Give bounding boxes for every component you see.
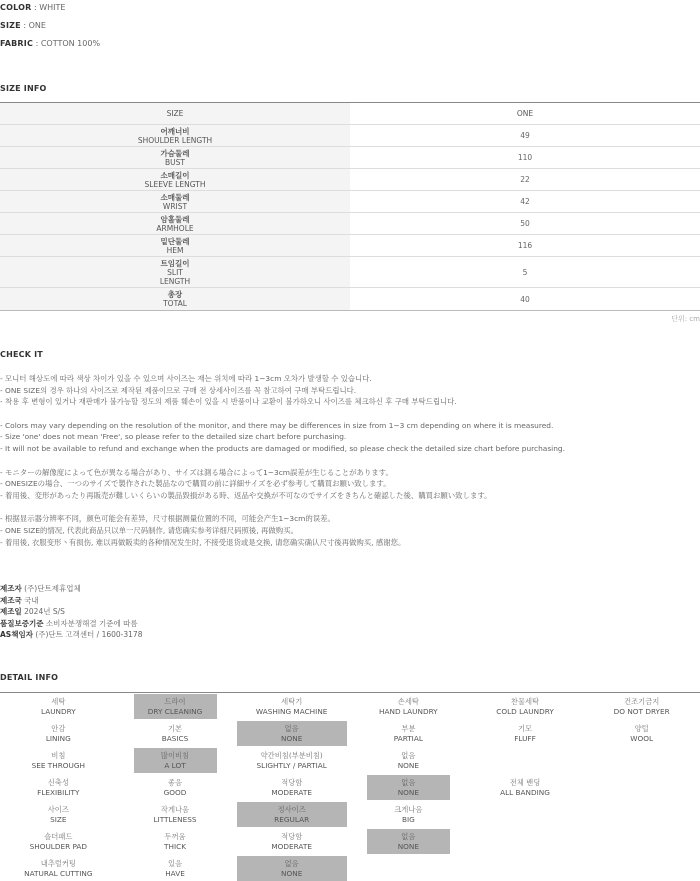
detail-cell bbox=[583, 774, 700, 801]
detail-cell bbox=[0, 774, 117, 801]
detail-en: GOOD bbox=[163, 787, 187, 797]
detail-option-selected bbox=[367, 775, 450, 800]
detail-kr: 양털 bbox=[634, 724, 649, 733]
size-row-value: 50 bbox=[520, 219, 530, 228]
size-info-title: SIZE INFO bbox=[0, 84, 47, 93]
fabric-value: : COTTON 100% bbox=[33, 39, 101, 48]
detail-kr: 손세탁 bbox=[397, 697, 419, 706]
detail-cell bbox=[467, 855, 584, 881]
unit-label: 단위: cm bbox=[671, 315, 700, 323]
detail-cell bbox=[583, 855, 700, 881]
size-row bbox=[0, 125, 700, 147]
size-row-kr: 어깨너비 bbox=[160, 126, 190, 136]
detail-option-selected bbox=[237, 802, 347, 827]
detail-option bbox=[484, 694, 567, 719]
size-row bbox=[0, 169, 700, 191]
maker-label: 제조일 bbox=[0, 607, 22, 616]
detail-option bbox=[237, 829, 347, 854]
size-row-label bbox=[0, 169, 350, 190]
detail-en: PARTIAL bbox=[393, 733, 423, 743]
detail-cell bbox=[0, 801, 117, 828]
detail-cell bbox=[467, 801, 584, 828]
detail-cell bbox=[350, 774, 467, 801]
maker-row bbox=[0, 606, 142, 618]
detail-row bbox=[0, 828, 700, 855]
fabric-label: FABRIC bbox=[0, 39, 34, 48]
maker-row bbox=[0, 618, 142, 630]
detail-en: WOOL bbox=[630, 733, 654, 743]
detail-cell bbox=[233, 720, 350, 747]
size-row-en: SHOULDER LENGTH bbox=[137, 135, 213, 145]
detail-kr: 기본 bbox=[167, 724, 183, 733]
size-row-value: 49 bbox=[520, 131, 530, 140]
maker-label: 제조국 bbox=[0, 595, 22, 605]
note-line: - ONESIZEの場合、一つのサイズで製作された製品なので購買の前に詳細サイズを必ず参考して購買お願い致します。 bbox=[0, 479, 391, 489]
detail-option bbox=[17, 802, 100, 827]
size-row-label bbox=[0, 235, 350, 256]
detail-option bbox=[17, 775, 100, 800]
detail-option bbox=[17, 748, 100, 773]
size-table-header bbox=[0, 103, 700, 125]
detail-cell bbox=[467, 774, 584, 801]
size-value: : ONE bbox=[20, 21, 46, 30]
detail-cell bbox=[233, 774, 350, 801]
note-line: - 根据显示器分辨率不同，颜色可能会有差异，尺寸根据测量位置的不同，可能会产生1~3cm的误差。 bbox=[0, 514, 335, 524]
color-label: COLOR bbox=[0, 3, 32, 12]
detail-cell bbox=[233, 693, 350, 720]
note-line: - 着用後, 衣服变形丶有损伤, 难以再做販卖的各种情况发生时, 不接受退货或是交换, 请您确实确认尺寸後再做购买, 感谢您。 bbox=[0, 537, 406, 547]
maker-row bbox=[0, 595, 142, 607]
detail-en: LAUNDRY bbox=[40, 706, 76, 716]
detail-cell bbox=[467, 693, 584, 720]
detail-en: HAVE bbox=[165, 868, 185, 878]
detail-kr: 좋음 bbox=[167, 778, 183, 787]
note-block bbox=[0, 373, 700, 408]
detail-cell bbox=[583, 720, 700, 747]
size-row bbox=[0, 288, 700, 310]
detail-kr: 내추럴커팅 bbox=[40, 859, 76, 868]
detail-cell bbox=[117, 855, 234, 881]
detail-cell bbox=[0, 855, 117, 881]
detail-option bbox=[484, 721, 567, 746]
size-header-label: SIZE bbox=[0, 103, 350, 124]
detail-cell bbox=[583, 801, 700, 828]
detail-option bbox=[134, 829, 217, 854]
size-row-en2: LENGTH bbox=[159, 276, 191, 286]
maker-label: 품질보증기준 bbox=[0, 618, 44, 628]
detail-kr: 없음 bbox=[401, 751, 416, 760]
detail-option-selected bbox=[134, 748, 217, 773]
detail-en: FLUFF bbox=[514, 733, 536, 743]
maker-label: 제조자 bbox=[0, 584, 22, 593]
note-line: - ONE SIZE의 경우 하나의 사이즈로 제작된 제품이므로 구매 전 상세사이즈를 꼭 참고하여 구매 부탁드립니다. bbox=[0, 385, 357, 395]
detail-row bbox=[0, 801, 700, 828]
size-row-label bbox=[0, 147, 350, 168]
detail-cell bbox=[467, 747, 584, 774]
detail-en: SLIGHTLY / PARTIAL bbox=[256, 760, 327, 770]
detail-en: LITTLENESS bbox=[153, 814, 197, 824]
detail-kr: 없음 bbox=[284, 859, 299, 868]
maker-value: (주)단트제휴업체 bbox=[21, 584, 81, 593]
detail-kr: 두꺼움 bbox=[164, 832, 186, 841]
size-row bbox=[0, 191, 700, 213]
detail-cell bbox=[117, 828, 234, 855]
size-row-kr: 가슴둘레 bbox=[160, 148, 190, 158]
size-header-value: ONE bbox=[516, 109, 534, 118]
detail-cell bbox=[117, 801, 234, 828]
detail-cell bbox=[467, 720, 584, 747]
detail-cell bbox=[233, 828, 350, 855]
detail-kr: 있음 bbox=[167, 859, 183, 868]
detail-en: NONE bbox=[281, 733, 303, 743]
detail-option-selected bbox=[237, 721, 347, 746]
detail-option bbox=[17, 694, 100, 719]
detail-kr: 숄더패드 bbox=[44, 832, 73, 841]
detail-en: SEE THROUGH bbox=[31, 760, 86, 770]
maker-label: AS책임자 bbox=[0, 630, 33, 639]
detail-option bbox=[134, 802, 217, 827]
detail-kr: 정사이즈 bbox=[277, 805, 306, 814]
detail-cell bbox=[350, 828, 467, 855]
detail-cell bbox=[117, 720, 234, 747]
detail-kr: 크게나옴 bbox=[394, 805, 423, 814]
detail-en: MODERATE bbox=[271, 841, 312, 851]
detail-en: BIG bbox=[401, 814, 415, 824]
note-line: - It will not be available to refund and exchange when the products are damaged or modified, so please check the detailed size chart before purchasing. bbox=[0, 443, 565, 453]
detail-row bbox=[0, 693, 700, 720]
maker-value: 2024년 S/S bbox=[21, 607, 65, 616]
detail-option bbox=[17, 856, 100, 881]
detail-kr: 많이비침 bbox=[160, 751, 190, 760]
detail-option bbox=[134, 856, 217, 881]
note-line: - 모니터 해상도에 따라 색상 차이가 있을 수 있으며 사이즈는 재는 위치에 따라 1~3cm 오차가 발생할 수 있습니다. bbox=[0, 374, 372, 383]
detail-option bbox=[237, 694, 347, 719]
detail-table bbox=[0, 692, 700, 881]
size-row-label bbox=[0, 191, 350, 212]
detail-cell bbox=[583, 747, 700, 774]
detail-cell bbox=[233, 747, 350, 774]
maker-row bbox=[0, 629, 142, 641]
detail-cell bbox=[0, 747, 117, 774]
detail-kr: 기모 bbox=[517, 724, 533, 733]
size-row-en: SLEEVE LENGTH bbox=[144, 179, 206, 189]
detail-option bbox=[17, 721, 100, 746]
detail-en: NONE bbox=[397, 841, 419, 851]
size-row-kr: 소매길이 bbox=[160, 170, 190, 180]
detail-cell bbox=[350, 747, 467, 774]
size-row-value: 5 bbox=[522, 267, 528, 277]
size-row bbox=[0, 213, 700, 235]
detail-kr: 찬물세탁 bbox=[510, 697, 540, 706]
detail-option bbox=[134, 721, 217, 746]
detail-en: DRY CLEANING bbox=[147, 706, 203, 716]
detail-en: NONE bbox=[397, 787, 419, 797]
detail-option bbox=[367, 802, 450, 827]
note-block bbox=[0, 467, 700, 502]
size-row-value: 116 bbox=[517, 241, 533, 250]
detail-en: DO NOT DRYER bbox=[613, 706, 670, 716]
detail-kr: 적당함 bbox=[281, 832, 303, 841]
detail-cell bbox=[0, 720, 117, 747]
size-row-kr: 소매둘레 bbox=[160, 192, 190, 202]
detail-cell bbox=[350, 693, 467, 720]
detail-cell bbox=[117, 747, 234, 774]
detail-option bbox=[17, 829, 100, 854]
size-row-kr: 총장 bbox=[167, 290, 183, 299]
detail-en: SIZE bbox=[50, 814, 67, 824]
note-line: - ONE SIZE的情况, 代表此商品只以单一尺码制作, 请您确实参考详细尺码照後, 再做购买。 bbox=[0, 525, 298, 535]
detail-option-selected bbox=[367, 829, 450, 854]
detail-option-selected bbox=[134, 694, 217, 719]
detail-en: WASHING MACHINE bbox=[255, 706, 328, 716]
maker-value: 국내 bbox=[21, 595, 39, 605]
note-line: - モニターの解像度によって色が異なる場合があり、サイズは測る場合によって1~3cm誤差が生じることがあります。 bbox=[0, 467, 393, 477]
maker-value: 소비자분쟁해결 기준에 따름 bbox=[43, 618, 138, 628]
detail-kr: 약간비침(부분비침) bbox=[260, 751, 323, 760]
detail-cell bbox=[583, 693, 700, 720]
detail-kr: 없음 bbox=[284, 724, 299, 733]
detail-en: ALL BANDING bbox=[500, 787, 550, 797]
detail-option bbox=[134, 775, 217, 800]
size-row-en: BUST bbox=[165, 157, 185, 167]
detail-option bbox=[600, 694, 683, 719]
size-row-value: 40 bbox=[520, 294, 530, 304]
detail-en: BASICS bbox=[161, 733, 189, 743]
size-row-value: 22 bbox=[520, 175, 530, 184]
detail-cell bbox=[0, 693, 117, 720]
size-row-kr: 밑단둘레 bbox=[160, 236, 190, 246]
detail-cell bbox=[233, 855, 350, 881]
size-row-value: 42 bbox=[520, 197, 530, 206]
note-block bbox=[0, 420, 700, 455]
detail-en: FLEXIBILITY bbox=[37, 787, 80, 797]
detail-cell bbox=[117, 693, 234, 720]
color-value: : WHITE bbox=[31, 3, 66, 12]
size-row-kr: 암홀둘레 bbox=[160, 214, 190, 224]
detail-kr: 안감 bbox=[51, 724, 66, 733]
maker-row bbox=[0, 583, 142, 595]
detail-kr: 사이즈 bbox=[47, 805, 69, 814]
detail-kr: 드라이 bbox=[164, 697, 186, 706]
detail-en: NATURAL CUTTING bbox=[24, 868, 93, 878]
detail-option bbox=[367, 721, 450, 746]
spec-size bbox=[0, 21, 46, 30]
detail-option bbox=[367, 694, 450, 719]
detail-en: HAND LAUNDRY bbox=[379, 706, 438, 716]
detail-row bbox=[0, 774, 700, 801]
detail-row bbox=[0, 747, 700, 774]
detail-kr: 없음 bbox=[401, 832, 416, 841]
size-label: SIZE bbox=[0, 21, 21, 30]
maker-value: (주)단트 고객센터 / 1600-3178 bbox=[32, 630, 143, 639]
size-row bbox=[0, 257, 700, 288]
detail-en: NONE bbox=[397, 760, 419, 770]
check-it-notes bbox=[0, 373, 700, 560]
spec-color bbox=[0, 3, 65, 12]
size-row-label bbox=[0, 257, 350, 287]
check-it-title: CHECK IT bbox=[0, 350, 43, 359]
detail-cell bbox=[350, 801, 467, 828]
detail-en: A LOT bbox=[164, 760, 186, 770]
detail-cell bbox=[117, 774, 234, 801]
detail-option bbox=[237, 748, 347, 773]
detail-kr: 작게나옴 bbox=[160, 805, 190, 814]
size-row bbox=[0, 235, 700, 257]
size-row-en: SLIT bbox=[167, 267, 183, 277]
size-row-label bbox=[0, 213, 350, 234]
detail-kr: 전체 밴딩 bbox=[509, 778, 541, 787]
detail-option bbox=[237, 775, 347, 800]
size-row-label bbox=[0, 288, 350, 310]
note-block bbox=[0, 513, 700, 548]
detail-cell bbox=[583, 828, 700, 855]
size-row-value: 110 bbox=[517, 153, 533, 162]
detail-row bbox=[0, 855, 700, 881]
detail-info-title: DETAIL INFO bbox=[0, 673, 59, 682]
note-line: - 착용 후 변형이 있거나 재판매가 불가능할 정도의 제품 훼손이 있을 시 반품이나 교환이 불가하오니 사이즈를 체크하신 후 구매 부탁드립니다. bbox=[0, 397, 457, 407]
detail-kr: 비침 bbox=[51, 751, 66, 760]
detail-en: MODERATE bbox=[271, 787, 312, 797]
detail-cell bbox=[233, 801, 350, 828]
detail-kr: 부분 bbox=[401, 724, 416, 733]
detail-option-selected bbox=[237, 856, 347, 881]
detail-row bbox=[0, 720, 700, 747]
size-row-label bbox=[0, 125, 350, 146]
detail-en: SHOULDER PAD bbox=[29, 841, 88, 851]
detail-en: COLD LAUNDRY bbox=[496, 706, 554, 716]
note-line: - Size 'one' does not mean 'Free', so please refer to the detailed size chart before purchasing. bbox=[0, 432, 347, 442]
detail-cell bbox=[0, 828, 117, 855]
note-line: - Colors may vary depending on the resolution of the monitor, and there may be differences in size from 1~3 cm depending on where it is measured. bbox=[0, 420, 554, 430]
detail-kr: 신축성 bbox=[47, 778, 69, 787]
detail-kr: 없음 bbox=[401, 778, 416, 787]
detail-kr: 건조기금지 bbox=[624, 697, 660, 706]
size-table bbox=[0, 102, 700, 311]
detail-kr: 적당함 bbox=[281, 778, 303, 787]
spec-fabric bbox=[0, 39, 100, 48]
detail-option bbox=[484, 775, 567, 800]
size-row-en: WRIST bbox=[162, 201, 188, 211]
detail-option bbox=[367, 748, 450, 773]
size-row bbox=[0, 147, 700, 169]
detail-cell bbox=[350, 720, 467, 747]
detail-cell bbox=[350, 855, 467, 881]
detail-kr: 세탁 bbox=[51, 697, 66, 706]
detail-en: THICK bbox=[164, 841, 186, 851]
detail-en: LINING bbox=[45, 733, 71, 743]
detail-cell bbox=[467, 828, 584, 855]
size-row-kr: 트임길이 bbox=[160, 258, 190, 268]
detail-kr: 세탁기 bbox=[281, 697, 303, 706]
size-row-en: TOTAL bbox=[163, 299, 187, 308]
size-row-en: ARMHOLE bbox=[156, 223, 194, 233]
detail-en: NONE bbox=[281, 868, 303, 878]
detail-en: REGULAR bbox=[274, 814, 310, 824]
manufacturer-info bbox=[0, 583, 142, 641]
size-row-en: HEM bbox=[166, 245, 184, 255]
note-line: - 着用後、変形があったり再販売が難しいくらいの製品毀損がある時、返品や交換が不可なのでサイズをきちんと確認した後、購買お願い致します。 bbox=[0, 490, 492, 500]
detail-option bbox=[600, 721, 683, 746]
